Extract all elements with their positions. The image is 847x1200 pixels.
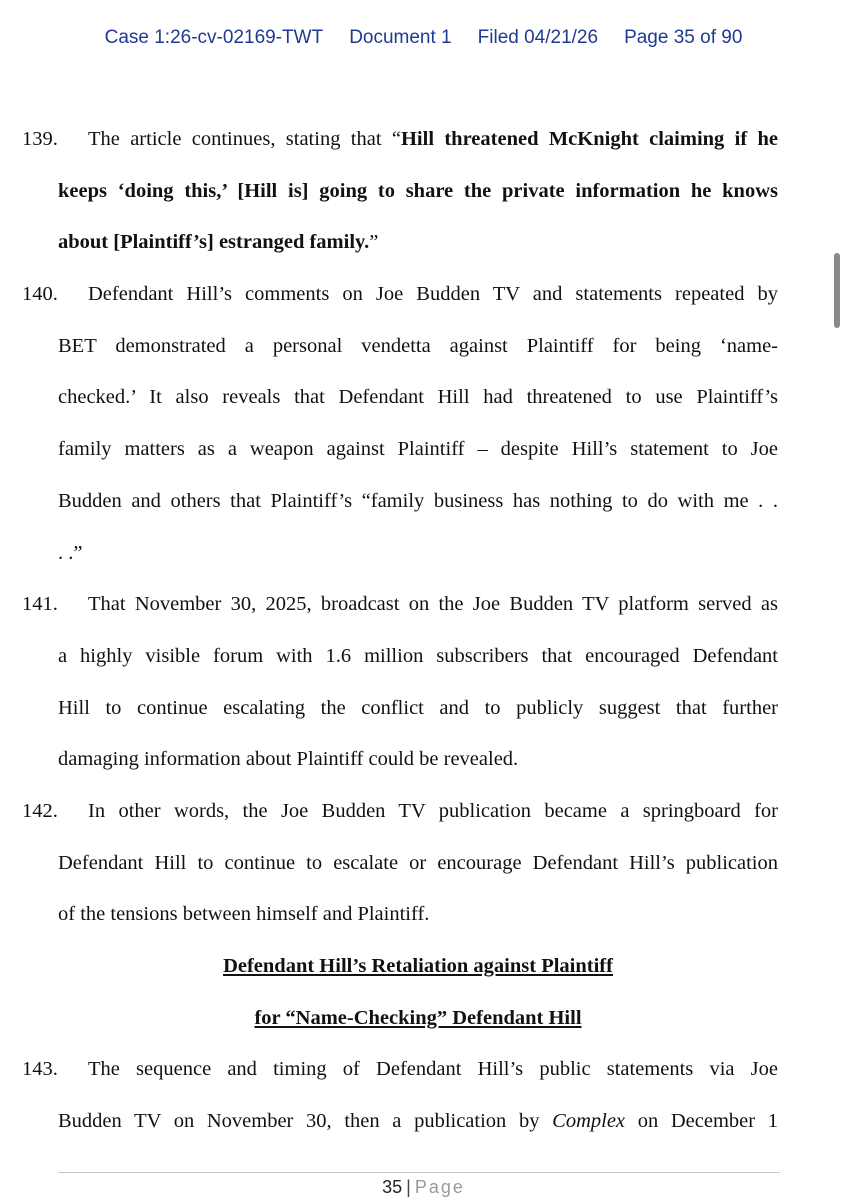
footer-divider [58, 1172, 780, 1173]
paragraph-number: 139. [22, 128, 58, 150]
paragraph-number: 142. [22, 799, 58, 822]
paragraph-141-line-3: Hill to continue escalating the conflict and to publicly suggest that further [58, 696, 778, 719]
paragraph-143-line-2: Budden TV on November 30, then a publication by Complex on December 1 [58, 1110, 778, 1133]
paragraph-139-line-2: keeps ‘doing this,’ [Hill is] going to share the private information he knows [58, 179, 778, 202]
paragraph-142-line-2: Defendant Hill to continue to escalate or encourage Defendant Hill’s publication [58, 851, 778, 874]
paragraph-number: 143. [22, 1058, 58, 1081]
paragraph-140-line-1: 140. Defendant Hill’s comments on Joe Budden TV and statements repeated by [22, 269, 778, 321]
page-indicator: Page 35 of 90 [624, 27, 743, 48]
paragraph-141-line-2: a highly visible forum with 1.6 million subscribers that encouraged Defendant [58, 644, 778, 667]
paragraph-number: 141. [22, 593, 58, 616]
vertical-scrollbar[interactable] [834, 253, 840, 328]
footer-page-label: Page [414, 1177, 465, 1197]
paragraph-142-line-3: of the tensions between himself and Plaintiff. [58, 903, 430, 926]
paragraph-140-line-3: checked.’ It also reveals that Defendant Hill had threatened to use Plaintiff’s [58, 386, 778, 409]
footer-page-number: 35 [382, 1177, 403, 1197]
filed-date: Filed 04/21/26 [477, 27, 599, 48]
page-footer [0, 1177, 847, 1198]
paragraph-140-line-2: BET demonstrated a personal vendetta against Plaintiff for being ‘name- [58, 334, 778, 357]
paragraph-139-line-3: about [Plaintiff’s] estranged family.” [58, 231, 379, 254]
section-heading-line-1: Defendant Hill’s Retaliation against Plaintiff [223, 955, 613, 977]
case-number: Case 1:26-cv-02169-TWT [104, 27, 324, 48]
paragraph-143-line-1: 143. The sequence and timing of Defendant Hill’s public statements via Joe [22, 1044, 778, 1096]
paragraph-141-line-1: 141. That November 30, 2025, broadcast on the Joe Budden TV platform served as [22, 579, 778, 631]
paragraph-139-line-1: 139. The article continues, stating that “Hill threatened McKnight claiming if he [22, 114, 778, 166]
paragraph-number: 140. [22, 283, 58, 306]
document-header [0, 27, 847, 49]
paragraph-142-line-1: 142. In other words, the Joe Budden TV publication became a springboard for [22, 786, 778, 838]
document-number: Document 1 [349, 27, 452, 48]
section-heading-line-2: for “Name-Checking” Defendant Hill [254, 1006, 582, 1029]
paragraph-141-line-4: damaging information about Plaintiff could be revealed. [58, 748, 519, 771]
paragraph-140-line-5: Budden and others that Plaintiff’s “family business has nothing to do with me . . [58, 489, 778, 512]
document-body [22, 114, 778, 1148]
paragraph-140-line-4: family matters as a weapon against Plaintiff – despite Hill’s statement to Joe [58, 438, 778, 461]
footer-separator: | [406, 1177, 411, 1197]
paragraph-140-line-6: . .” [58, 541, 83, 564]
